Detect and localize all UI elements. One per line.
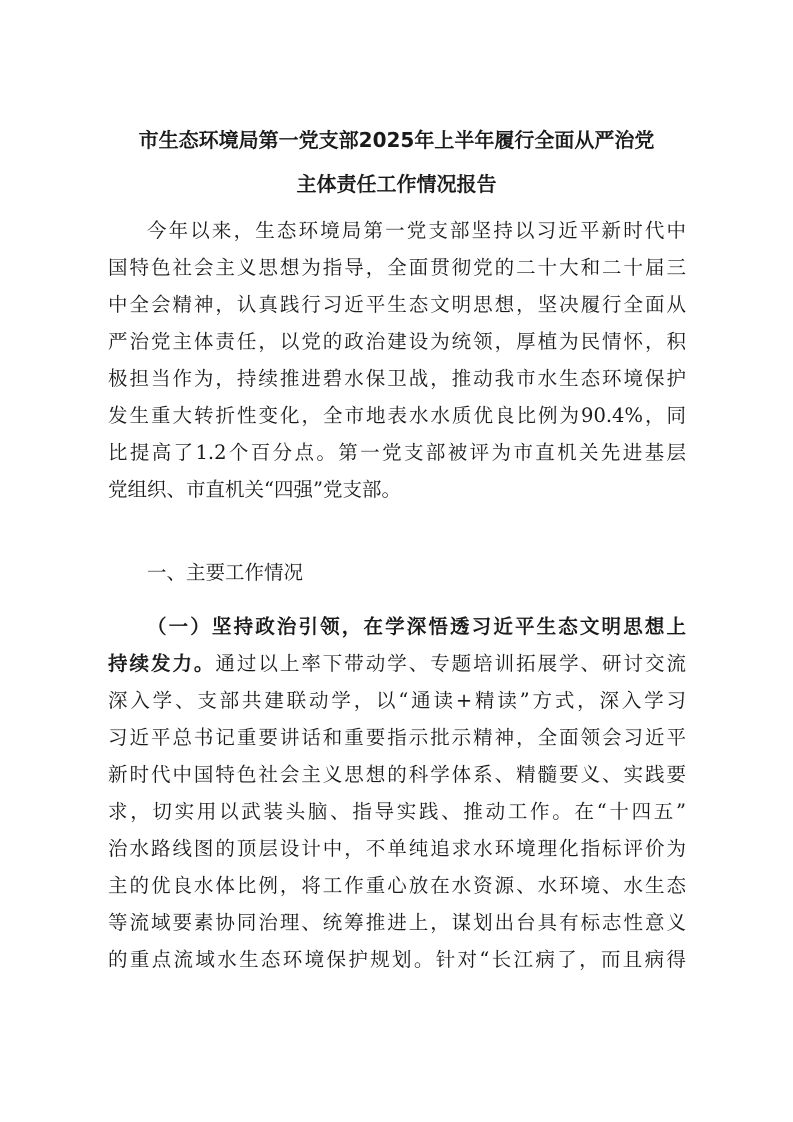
document-title-line-2: 主体责任工作情况报告 (296, 172, 497, 196)
intro-line: 国特色社会主义思想为指导，全面贯彻党的二十大和二十届三 (108, 256, 686, 279)
body-line: 治水路线图的顶层设计中，不单纯追求水环境理化指标评价为 (108, 837, 686, 860)
intro-line: 党组织、市直机关“四强”党支部。 (108, 478, 401, 501)
body-line: 习近平总书记重要讲话和重要指示批示精神，全面领会习近平 (108, 726, 686, 749)
subsection-line-text: 通过以上率下带动学、专题培训拓展学、研讨交流 (215, 652, 686, 675)
body-line: 等流域要素协同治理、统筹推进上，谋划出台具有标志性意义 (108, 911, 686, 934)
section-heading: 一、主要工作情况 (147, 561, 304, 584)
body-line: 新时代中国特色社会主义思想的科学体系、精髓要义、实践要 (108, 763, 686, 786)
subsection-heading-end: 持续发力。 (108, 652, 216, 675)
intro-line: 发生重大转折性变化，全市地表水水质优良比例为90.4%，同 (108, 404, 686, 427)
subsection-line (108, 651, 686, 677)
body-line: 的重点流域水生态环境保护规划。针对“长江病了，而且病得 (108, 948, 686, 971)
intro-line: 中全会精神，认真践行习近平生态文明思想，坚决履行全面从 (108, 293, 686, 316)
body-line: 深入学、支部共建联动学，以“通读+精读”方式，深入学习 (108, 689, 686, 712)
body-line: 主的优良水体比例，将工作重心放在水资源、水环境、水生态 (108, 874, 686, 897)
document-title-line-1: 市生态环境局第一党支部2025年上半年履行全面从严治党 (138, 128, 655, 152)
body-line: 求，切实用以武装头脑、指导实践、推动工作。在“十四五” (108, 800, 686, 823)
subsection-heading: （一）坚持政治引领，在学深悟透习近平生态文明思想上 (147, 615, 686, 638)
intro-line: 极担当作为，持续推进碧水保卫战，推动我市水生态环境保护 (108, 367, 686, 390)
intro-line: 严治党主体责任，以党的政治建设为统领，厚植为民情怀，积 (108, 330, 686, 353)
intro-line: 比提高了1.2个百分点。第一党支部被评为市直机关先进基层 (108, 441, 686, 464)
intro-line: 今年以来，生态环境局第一党支部坚持以习近平新时代中 (147, 219, 686, 242)
